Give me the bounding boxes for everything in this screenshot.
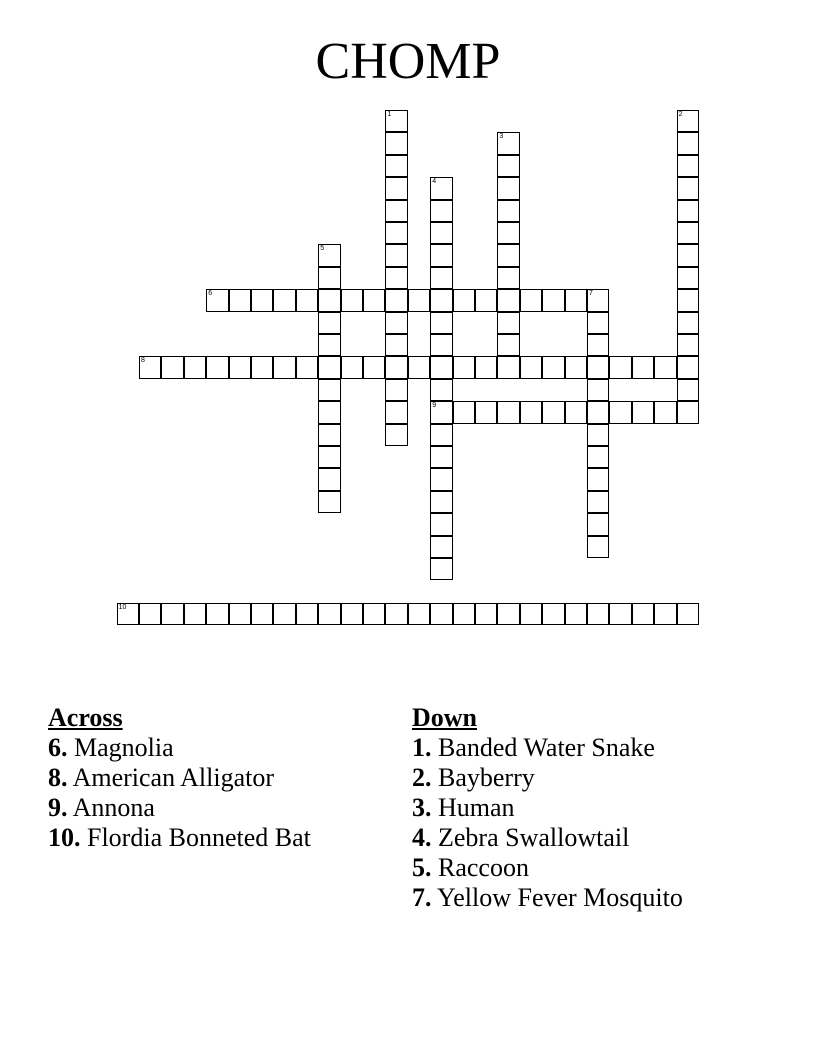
grid-cell[interactable] bbox=[542, 401, 564, 423]
cell-number: 6 bbox=[208, 290, 213, 298]
grid-cell[interactable] bbox=[565, 603, 587, 625]
grid-cell[interactable] bbox=[251, 356, 273, 378]
grid-cell[interactable] bbox=[430, 244, 452, 266]
grid-cell[interactable] bbox=[632, 401, 654, 423]
grid-cell[interactable] bbox=[318, 603, 340, 625]
grid-cell[interactable] bbox=[587, 289, 609, 311]
grid-cell[interactable] bbox=[363, 356, 385, 378]
grid-cell[interactable] bbox=[677, 289, 699, 311]
clue-number: 6. bbox=[48, 733, 68, 762]
grid-cell[interactable] bbox=[206, 603, 228, 625]
grid-cell[interactable] bbox=[677, 200, 699, 222]
grid-cell[interactable] bbox=[520, 356, 542, 378]
grid-cell[interactable] bbox=[430, 401, 452, 423]
clue-text: Banded Water Snake bbox=[438, 733, 655, 762]
grid-cell[interactable] bbox=[475, 603, 497, 625]
grid-cell[interactable] bbox=[430, 379, 452, 401]
grid-cell[interactable] bbox=[206, 356, 228, 378]
grid-cell[interactable] bbox=[497, 267, 519, 289]
grid-cell[interactable] bbox=[520, 289, 542, 311]
grid-cell[interactable] bbox=[677, 401, 699, 423]
across-heading: Across bbox=[48, 703, 123, 732]
grid-cell[interactable] bbox=[565, 401, 587, 423]
grid-cell[interactable] bbox=[385, 222, 407, 244]
clue-text: Annona bbox=[72, 793, 155, 822]
puzzle-title: CHOMP bbox=[315, 33, 501, 90]
grid-cell[interactable] bbox=[677, 334, 699, 356]
grid-cell[interactable] bbox=[430, 289, 452, 311]
clue-text: Yellow Fever Mosquito bbox=[437, 883, 683, 912]
grid-cell[interactable] bbox=[497, 200, 519, 222]
grid-cell[interactable] bbox=[408, 356, 430, 378]
clue-number: 4. bbox=[412, 823, 432, 852]
grid-cell[interactable] bbox=[677, 379, 699, 401]
grid-cell[interactable] bbox=[273, 356, 295, 378]
clue-text: Zebra Swallowtail bbox=[438, 823, 630, 852]
cell-number: 9 bbox=[432, 402, 437, 410]
grid-cell[interactable] bbox=[385, 132, 407, 154]
grid-cell[interactable] bbox=[430, 200, 452, 222]
grid-cell[interactable] bbox=[453, 603, 475, 625]
grid-cell[interactable] bbox=[542, 356, 564, 378]
grid-cell[interactable] bbox=[497, 401, 519, 423]
grid-cell[interactable] bbox=[385, 289, 407, 311]
clue-across bbox=[48, 823, 311, 853]
grid-cell[interactable] bbox=[385, 110, 407, 132]
grid-cell[interactable] bbox=[430, 424, 452, 446]
grid-cell[interactable] bbox=[677, 356, 699, 378]
grid-cell[interactable] bbox=[520, 401, 542, 423]
grid-cell[interactable] bbox=[542, 603, 564, 625]
grid-cell[interactable] bbox=[609, 603, 631, 625]
cell-number: 7 bbox=[589, 290, 593, 298]
grid-cell[interactable] bbox=[385, 379, 407, 401]
grid-cell[interactable] bbox=[587, 468, 609, 490]
grid-cell[interactable] bbox=[341, 603, 363, 625]
grid-cell[interactable] bbox=[318, 379, 340, 401]
grid-cell[interactable] bbox=[296, 356, 318, 378]
clue-number: 10. bbox=[48, 823, 81, 852]
grid-cell[interactable] bbox=[430, 468, 452, 490]
clue-number: 1. bbox=[412, 733, 432, 762]
grid-cell[interactable] bbox=[184, 603, 206, 625]
grid-cell[interactable] bbox=[363, 289, 385, 311]
grid-cell[interactable] bbox=[453, 289, 475, 311]
grid-cell[interactable] bbox=[587, 491, 609, 513]
grid-cell[interactable] bbox=[318, 312, 340, 334]
grid-cell[interactable] bbox=[654, 401, 676, 423]
clue-down bbox=[412, 853, 683, 883]
grid-cell[interactable] bbox=[565, 289, 587, 311]
grid-cell[interactable] bbox=[497, 334, 519, 356]
grid-cell[interactable] bbox=[385, 155, 407, 177]
grid-cell[interactable] bbox=[385, 312, 407, 334]
down-clues bbox=[412, 703, 683, 913]
grid-cell[interactable] bbox=[161, 356, 183, 378]
grid-cell[interactable] bbox=[587, 536, 609, 558]
grid-cell[interactable] bbox=[632, 356, 654, 378]
grid-cell[interactable] bbox=[318, 244, 340, 266]
grid-cell[interactable] bbox=[430, 603, 452, 625]
grid-cell[interactable] bbox=[677, 110, 699, 132]
grid-cell[interactable] bbox=[677, 177, 699, 199]
cell-number: 2 bbox=[678, 111, 683, 118]
grid-cell[interactable] bbox=[430, 558, 452, 580]
grid-cell[interactable] bbox=[385, 244, 407, 266]
grid-cell[interactable] bbox=[318, 446, 340, 468]
grid-cell[interactable] bbox=[318, 267, 340, 289]
grid-cell[interactable] bbox=[318, 401, 340, 423]
grid-cell[interactable] bbox=[677, 244, 699, 266]
down-heading: Down bbox=[412, 703, 478, 732]
grid-cell[interactable] bbox=[430, 177, 452, 199]
grid-cell[interactable] bbox=[385, 334, 407, 356]
grid-cell[interactable] bbox=[385, 177, 407, 199]
grid-cell[interactable] bbox=[430, 446, 452, 468]
grid-cell[interactable] bbox=[587, 401, 609, 423]
grid-cell[interactable] bbox=[139, 603, 161, 625]
clue-across bbox=[48, 733, 311, 763]
clue-number: 3. bbox=[412, 793, 432, 822]
grid-cell[interactable] bbox=[542, 289, 564, 311]
clue-text: Bayberry bbox=[438, 763, 535, 792]
clue-across bbox=[48, 763, 311, 793]
clue-number: 8. bbox=[48, 763, 68, 792]
grid-cell[interactable] bbox=[609, 401, 631, 423]
grid-cell[interactable] bbox=[587, 312, 609, 334]
clue-down bbox=[412, 763, 683, 793]
grid-cell[interactable] bbox=[385, 267, 407, 289]
clue-down bbox=[412, 823, 683, 853]
clue-down bbox=[412, 733, 683, 763]
grid-cell[interactable] bbox=[587, 513, 609, 535]
clue-text: American Alligator bbox=[72, 763, 275, 792]
grid-cell[interactable] bbox=[229, 289, 251, 311]
grid-cell[interactable] bbox=[430, 222, 452, 244]
grid-cell[interactable] bbox=[139, 356, 161, 378]
clue-number: 5. bbox=[412, 853, 432, 882]
clue-across bbox=[48, 793, 311, 823]
grid-cell[interactable] bbox=[587, 446, 609, 468]
cell-number: 5 bbox=[320, 245, 325, 253]
grid-cell[interactable] bbox=[229, 356, 251, 378]
grid-cell[interactable] bbox=[318, 491, 340, 513]
grid-cell[interactable] bbox=[251, 603, 273, 625]
grid-cell[interactable] bbox=[497, 244, 519, 266]
cell-number: 10 bbox=[118, 603, 127, 611]
grid-cell[interactable] bbox=[296, 603, 318, 625]
grid-cell[interactable] bbox=[430, 491, 452, 513]
grid-cell[interactable] bbox=[385, 401, 407, 423]
grid-cell[interactable] bbox=[161, 603, 183, 625]
grid-cell[interactable] bbox=[677, 222, 699, 244]
cell-number: 8 bbox=[141, 357, 145, 365]
grid-cell[interactable] bbox=[251, 289, 273, 311]
grid-cell[interactable] bbox=[677, 155, 699, 177]
grid-cell[interactable] bbox=[677, 132, 699, 154]
grid-cell[interactable] bbox=[430, 267, 452, 289]
grid-cell[interactable] bbox=[430, 536, 452, 558]
clue-text: Human bbox=[438, 793, 515, 822]
grid-cell[interactable] bbox=[318, 289, 340, 311]
grid-cell[interactable] bbox=[497, 177, 519, 199]
grid-cell[interactable] bbox=[408, 603, 430, 625]
clue-text: Raccoon bbox=[438, 853, 529, 882]
grid-cell[interactable] bbox=[497, 289, 519, 311]
grid-cell[interactable] bbox=[654, 356, 676, 378]
clue-text: Magnolia bbox=[74, 733, 174, 762]
grid-cell[interactable] bbox=[497, 312, 519, 334]
grid-cell[interactable] bbox=[475, 401, 497, 423]
clue-number: 2. bbox=[412, 763, 432, 792]
across-clues bbox=[48, 703, 311, 853]
clue-number: 7. bbox=[412, 883, 432, 912]
grid-cell[interactable] bbox=[341, 289, 363, 311]
grid-cell[interactable] bbox=[430, 312, 452, 334]
cell-number: 4 bbox=[432, 178, 437, 186]
grid-cell[interactable] bbox=[587, 424, 609, 446]
grid-cell[interactable] bbox=[229, 603, 251, 625]
grid-cell[interactable] bbox=[273, 289, 295, 311]
grid-cell[interactable] bbox=[475, 289, 497, 311]
grid-cell[interactable] bbox=[587, 334, 609, 356]
grid-cell[interactable] bbox=[453, 401, 475, 423]
grid-cell[interactable] bbox=[273, 603, 295, 625]
grid-cell[interactable] bbox=[341, 356, 363, 378]
grid-cell[interactable] bbox=[677, 603, 699, 625]
grid-cell[interactable] bbox=[408, 289, 430, 311]
grid-cell[interactable] bbox=[497, 155, 519, 177]
grid-cell[interactable] bbox=[117, 603, 139, 625]
grid-cell[interactable] bbox=[318, 356, 340, 378]
grid-cell[interactable] bbox=[565, 356, 587, 378]
grid-cell[interactable] bbox=[497, 356, 519, 378]
grid-cell[interactable] bbox=[318, 334, 340, 356]
grid-cell[interactable] bbox=[587, 379, 609, 401]
grid-cell[interactable] bbox=[430, 334, 452, 356]
grid-cell[interactable] bbox=[453, 356, 475, 378]
grid-cell[interactable] bbox=[587, 356, 609, 378]
clue-text: Flordia Bonneted Bat bbox=[87, 823, 311, 852]
grid-cell[interactable] bbox=[385, 424, 407, 446]
cell-number: 1 bbox=[387, 111, 392, 118]
grid-cell[interactable] bbox=[184, 356, 206, 378]
grid-cell[interactable] bbox=[385, 356, 407, 378]
grid-cell[interactable] bbox=[520, 603, 542, 625]
grid-cell[interactable] bbox=[363, 603, 385, 625]
grid-cell[interactable] bbox=[430, 513, 452, 535]
grid-cell[interactable] bbox=[497, 132, 519, 154]
clue-down bbox=[412, 883, 683, 913]
clue-down bbox=[412, 793, 683, 823]
grid-cell[interactable] bbox=[677, 267, 699, 289]
grid-cell[interactable] bbox=[385, 200, 407, 222]
grid-cell[interactable] bbox=[430, 356, 452, 378]
grid-cell[interactable] bbox=[385, 603, 407, 625]
grid-cell[interactable] bbox=[318, 468, 340, 490]
grid-cell[interactable] bbox=[475, 356, 497, 378]
clue-number: 9. bbox=[48, 793, 68, 822]
cell-number: 3 bbox=[499, 133, 504, 141]
grid-cell[interactable] bbox=[677, 312, 699, 334]
grid-cell[interactable] bbox=[296, 289, 318, 311]
grid-cell[interactable] bbox=[587, 603, 609, 625]
grid-cell[interactable] bbox=[497, 603, 519, 625]
grid-cell[interactable] bbox=[206, 289, 228, 311]
grid-cell[interactable] bbox=[654, 603, 676, 625]
grid-cell[interactable] bbox=[609, 356, 631, 378]
grid-cell[interactable] bbox=[632, 603, 654, 625]
grid-cell[interactable] bbox=[318, 424, 340, 446]
grid-cell[interactable] bbox=[497, 222, 519, 244]
